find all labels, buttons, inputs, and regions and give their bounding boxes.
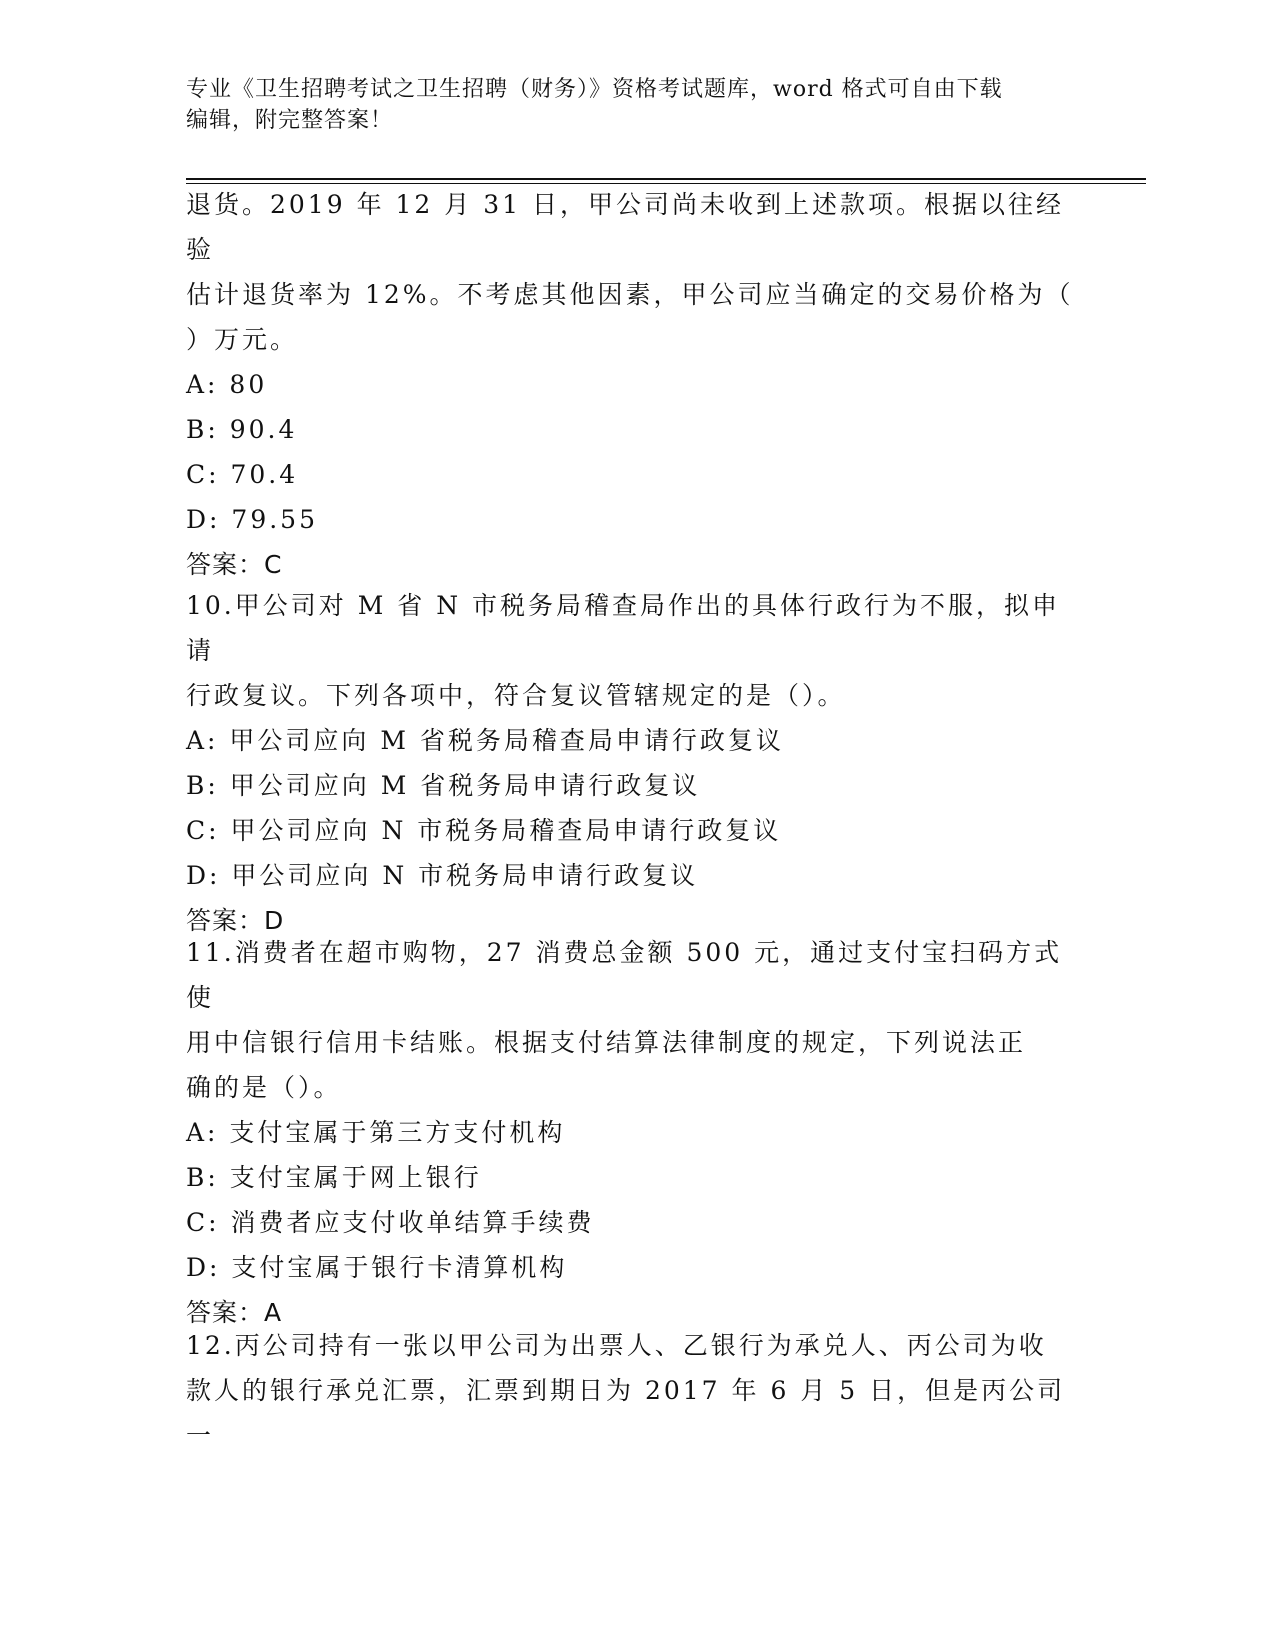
option-a: A: 80	[186, 370, 268, 399]
option-d: D: 甲公司应向 N 市税务局申请行政复议	[186, 861, 699, 890]
question-stem-line: 退货。2019 年 12 月 31 日，甲公司尚未收到上述款项。根据以往经验	[186, 190, 1064, 264]
option-d: D: 79.55	[186, 505, 318, 534]
question-stem-line: 款人的银行承兑汇票，汇票到期日为 2017 年 6 月 5 日，但是丙公司一	[186, 1376, 1066, 1450]
header-line-2: 编辑，附完整答案！	[186, 108, 394, 133]
question-stem-line: 10.甲公司对 M 省 N 市税务局稽查局作出的具体行政行为不服，拟申请	[186, 591, 1061, 665]
option-c: C: 70.4	[186, 460, 299, 489]
question-stem-line: 确的是（）。	[186, 1073, 342, 1102]
option-b: B: 甲公司应向 M 省税务局申请行政复议	[186, 771, 701, 800]
question-stem-line: 11.消费者在超市购物，27 消费总金额 500 元，通过支付宝扫码方式使	[186, 938, 1063, 1012]
option-c: C: 消费者应支付收单结算手续费	[186, 1208, 595, 1237]
option-b: B: 支付宝属于网上银行	[186, 1163, 482, 1192]
option-a: A: 支付宝属于第三方支付机构	[186, 1118, 566, 1147]
question-stem-line: 用中信银行信用卡结账。根据支付结算法律制度的规定，下列说法正	[186, 1028, 1027, 1057]
document-header	[186, 74, 1066, 136]
question-stem-line: 行政复议。下列各项中，符合复议管辖规定的是（）。	[186, 681, 846, 710]
option-d: D: 支付宝属于银行卡清算机构	[186, 1253, 568, 1282]
question-stem-line: 12.丙公司持有一张以甲公司为出票人、乙银行为承兑人、丙公司为收	[186, 1331, 1047, 1360]
question-stem-line: ）万元。	[186, 325, 299, 354]
question-block-12	[186, 1323, 1086, 1458]
header-divider-thick	[186, 178, 1146, 180]
question-block-9	[186, 182, 1086, 587]
header-line-1: 专业《卫生招聘考试之卫生招聘（财务）》资格考试题库，word 格式可自由下载	[186, 77, 1003, 102]
question-block-11	[186, 930, 1086, 1335]
answer-line: 答案：A	[186, 1298, 283, 1327]
answer-line: 答案：C	[186, 550, 283, 579]
option-b: B: 90.4	[186, 415, 298, 444]
question-stem-line: 估计退货率为 12%。不考虑其他因素，甲公司应当确定的交易价格为（	[186, 280, 1074, 309]
option-c: C: 甲公司应向 N 市税务局稽查局申请行政复议	[186, 816, 782, 845]
answer-line: 答案：D	[186, 906, 285, 935]
question-block-10	[186, 583, 1086, 943]
option-a: A: 甲公司应向 M 省税务局稽查局申请行政复议	[186, 726, 784, 755]
